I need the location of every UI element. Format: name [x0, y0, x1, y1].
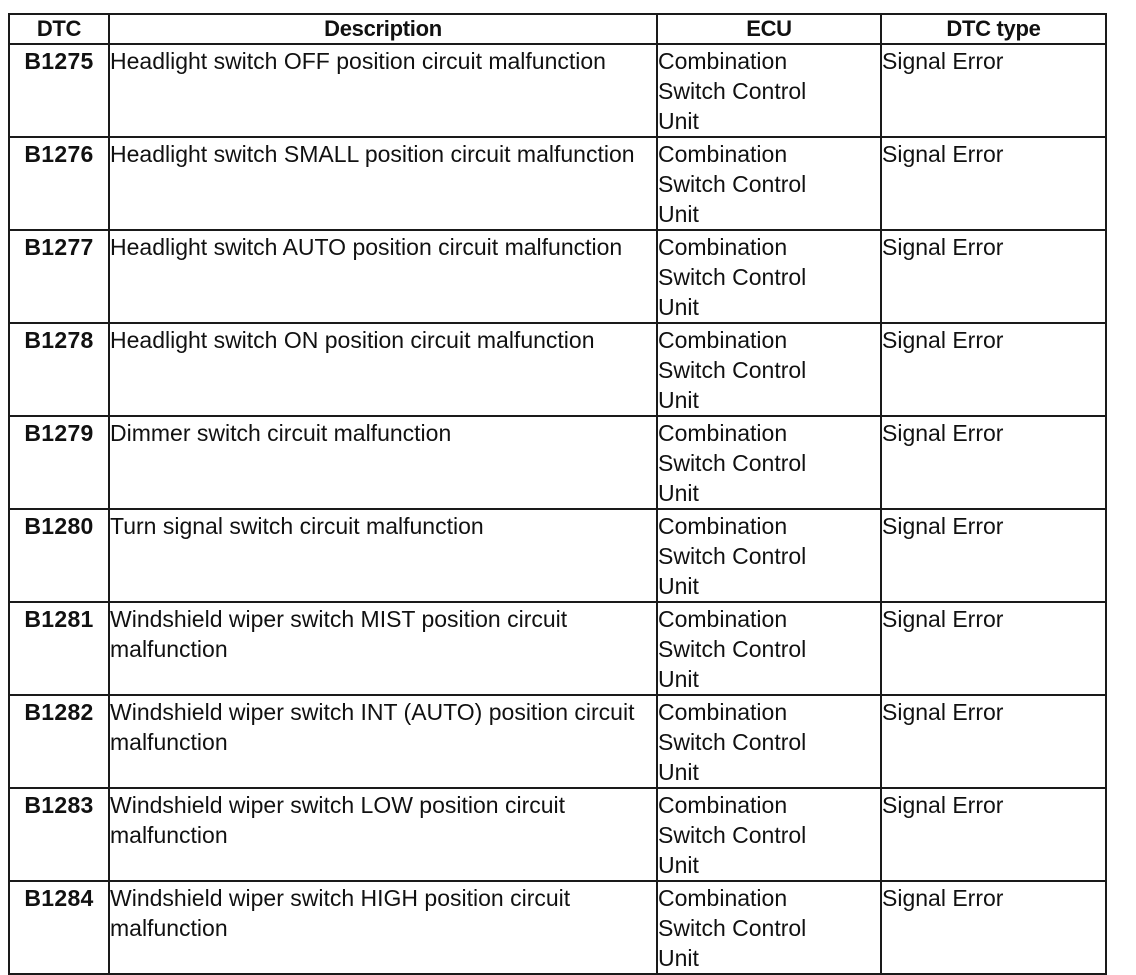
description-cell: Headlight switch AUTO position circuit malfunction — [109, 230, 657, 323]
table-row — [9, 44, 1106, 137]
description-cell: Windshield wiper switch HIGH position circuit malfunction — [109, 881, 657, 974]
dtc-table — [8, 13, 1107, 975]
ecu-cell: Combination Switch Control Unit — [657, 509, 881, 602]
header-dtc: DTC — [9, 14, 109, 44]
description-cell: Headlight switch SMALL position circuit malfunction — [109, 137, 657, 230]
description-cell: Windshield wiper switch MIST position circuit malfunction — [109, 602, 657, 695]
ecu-cell: Combination Switch Control Unit — [657, 881, 881, 974]
description-cell: Headlight switch OFF position circuit malfunction — [109, 44, 657, 137]
table-row — [9, 881, 1106, 974]
dtc-code-cell: B1283 — [9, 788, 109, 881]
description-cell: Dimmer switch circuit malfunction — [109, 416, 657, 509]
description-cell: Windshield wiper switch INT (AUTO) position circuit malfunction — [109, 695, 657, 788]
table-row — [9, 788, 1106, 881]
header-row — [9, 14, 1106, 44]
dtc-code-cell: B1276 — [9, 137, 109, 230]
dtc-code-cell: B1278 — [9, 323, 109, 416]
dtc-code-cell: B1275 — [9, 44, 109, 137]
header-ecu: ECU — [657, 14, 881, 44]
dtc-type-cell: Signal Error — [881, 881, 1106, 974]
dtc-code-cell: B1280 — [9, 509, 109, 602]
dtc-type-cell: Signal Error — [881, 416, 1106, 509]
table-body — [9, 44, 1106, 974]
header-dtc-type: DTC type — [881, 14, 1106, 44]
description-cell: Turn signal switch circuit malfunction — [109, 509, 657, 602]
ecu-cell: Combination Switch Control Unit — [657, 137, 881, 230]
dtc-type-cell: Signal Error — [881, 44, 1106, 137]
dtc-type-cell: Signal Error — [881, 695, 1106, 788]
dtc-type-cell: Signal Error — [881, 323, 1106, 416]
ecu-cell: Combination Switch Control Unit — [657, 416, 881, 509]
table-row — [9, 137, 1106, 230]
ecu-cell: Combination Switch Control Unit — [657, 602, 881, 695]
header-description: Description — [109, 14, 657, 44]
ecu-cell: Combination Switch Control Unit — [657, 695, 881, 788]
dtc-type-cell: Signal Error — [881, 788, 1106, 881]
ecu-cell: Combination Switch Control Unit — [657, 230, 881, 323]
dtc-code-cell: B1284 — [9, 881, 109, 974]
ecu-cell: Combination Switch Control Unit — [657, 44, 881, 137]
description-cell: Windshield wiper switch LOW position circuit malfunction — [109, 788, 657, 881]
dtc-code-cell: B1282 — [9, 695, 109, 788]
ecu-cell: Combination Switch Control Unit — [657, 788, 881, 881]
table-row — [9, 602, 1106, 695]
table-row — [9, 323, 1106, 416]
ecu-cell: Combination Switch Control Unit — [657, 323, 881, 416]
dtc-code-cell: B1277 — [9, 230, 109, 323]
dtc-type-cell: Signal Error — [881, 137, 1106, 230]
description-cell: Headlight switch ON position circuit malfunction — [109, 323, 657, 416]
table-row — [9, 695, 1106, 788]
dtc-code-cell: B1281 — [9, 602, 109, 695]
table-row — [9, 509, 1106, 602]
dtc-type-cell: Signal Error — [881, 230, 1106, 323]
table-row — [9, 230, 1106, 323]
table-row — [9, 416, 1106, 509]
dtc-code-cell: B1279 — [9, 416, 109, 509]
table-header — [9, 14, 1106, 44]
dtc-type-cell: Signal Error — [881, 509, 1106, 602]
dtc-type-cell: Signal Error — [881, 602, 1106, 695]
